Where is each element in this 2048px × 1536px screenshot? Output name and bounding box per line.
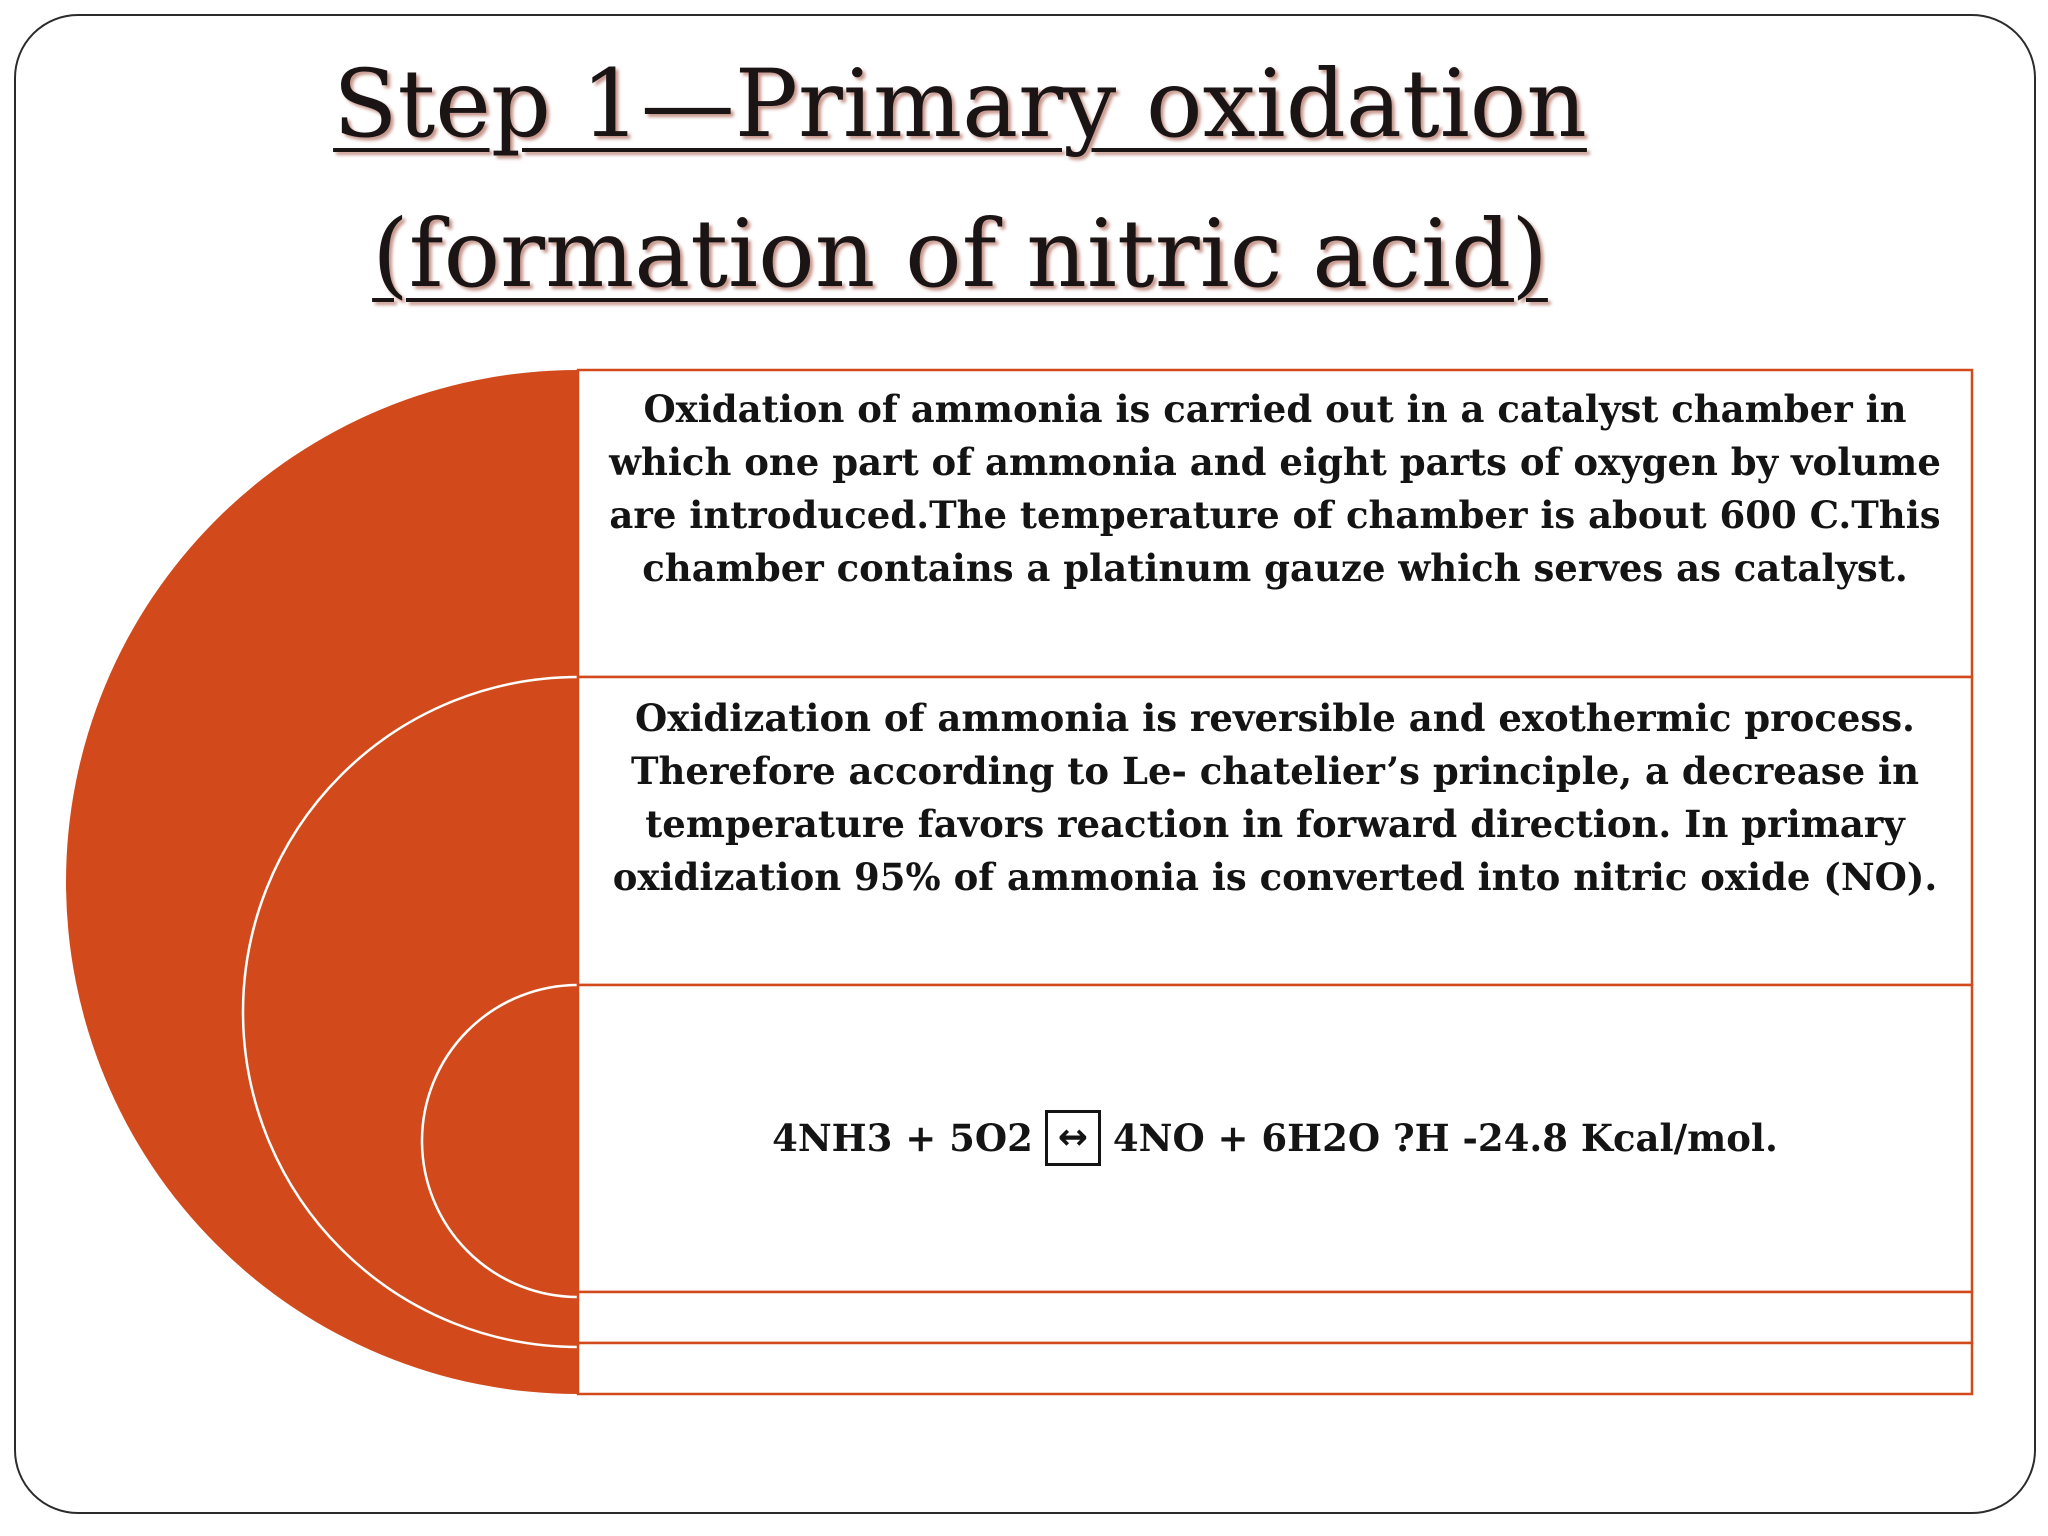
title-line-2: (formation of nitric acid) <box>372 200 1548 309</box>
equation-products: 4NO + 6H2O ?H -24.8 Kcal/mol. <box>1112 1116 1778 1160</box>
title-line-1: Step 1—Primary oxidation <box>333 50 1587 159</box>
outer-arc <box>66 370 578 1394</box>
box-1-text: Oxidation of ammonia is carried out in a catalyst chamber in which one part of ammonia and eight parts of oxygen by volume are introduced.The temperature of chamber is about 600 C.This chamber contains a platinum gauze which serves as catalyst. <box>609 387 1941 590</box>
box-2-text: Oxidization of ammonia is reversible and exothermic process. Therefore according to Le- chatelier’s principle, a decrease in temperature favors reaction in forward direction. In primary oxidization 95% of ammonia is converted into nitric oxide (NO). <box>612 696 1938 899</box>
equation-reactants: 4NH3 + 5O2 <box>772 1116 1033 1160</box>
empty-box-4 <box>578 1292 1972 1343</box>
reversible-arrow-icon: ↔ <box>1045 1110 1101 1166</box>
reaction-equation <box>578 1108 1972 1170</box>
empty-box-5 <box>578 1343 1972 1394</box>
